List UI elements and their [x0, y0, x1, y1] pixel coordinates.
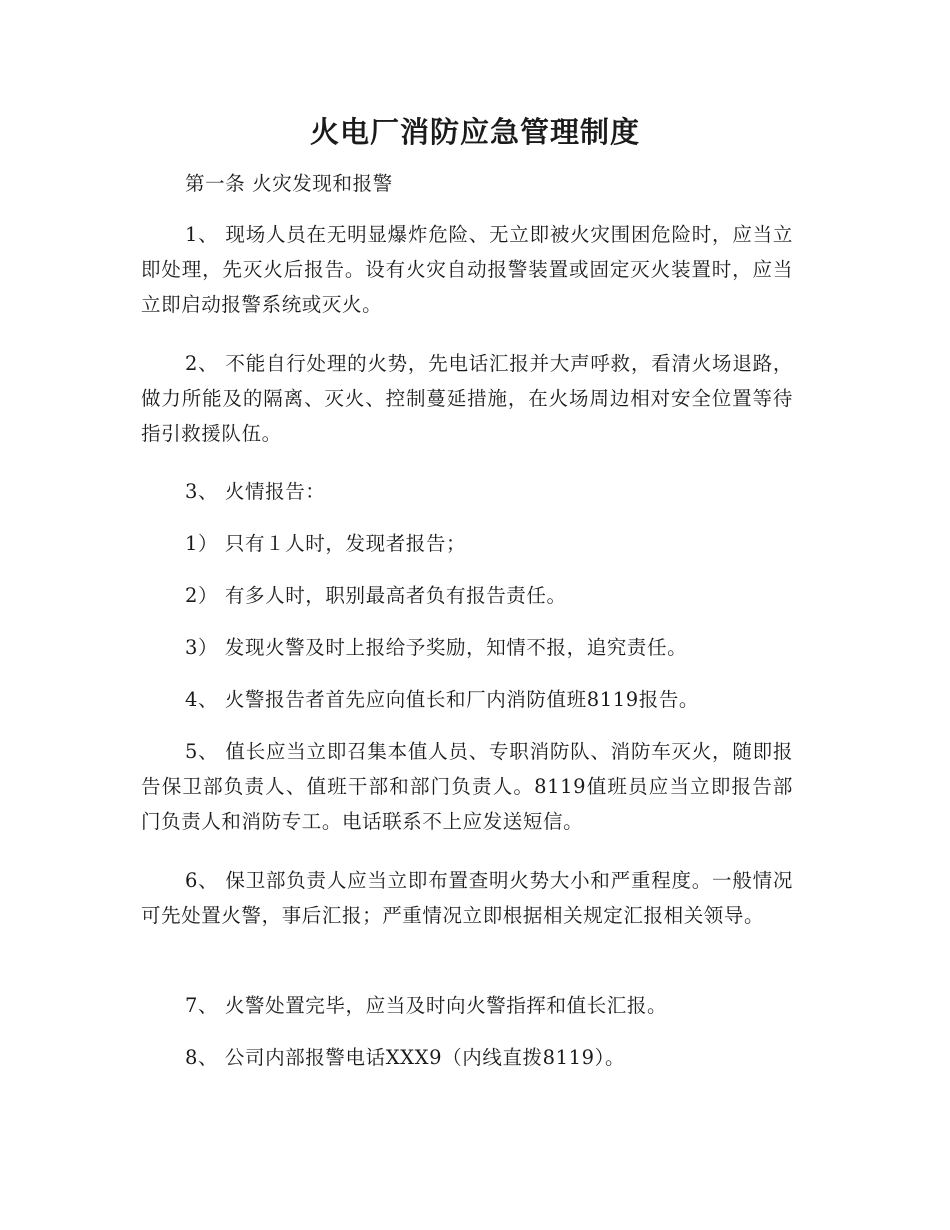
- sub-item-2: 2） 有多人时，职别最高者负有报告责任。: [185, 584, 567, 607]
- paragraph-item-8: 8、 公司内部报警电话XXX9（内线直拨8119）。: [185, 1046, 626, 1069]
- paragraph-item-3: 3、 火情报告：: [185, 480, 326, 503]
- paragraph-item-4: 4、 火警报告者首先应向值长和厂内消防值班8119报告。: [185, 688, 700, 711]
- paragraph-item-6: 6、 保卫部负责人应当立即布置查明火势大小和严重程度。一般情况可先处置火警，事后汇报；严重情况立即根据相关规定汇报相关领导。: [141, 869, 793, 927]
- document-title: 火电厂消防应急管理制度: [309, 115, 640, 149]
- article-heading: 第一条 火灾发现和报警: [185, 172, 393, 195]
- paragraph-item-7: 7、 火警处置完毕，应当及时向火警指挥和值长汇报。: [185, 994, 668, 1017]
- paragraph-item-1: 1、 现场人员在无明显爆炸危险、无立即被火灾围困危险时，应当立即处理，先灭火后报告。设有火灾自动报警装置或固定灭火装置时，应当立即启动报警系统或灭火。: [141, 223, 793, 316]
- sub-item-1: 1） 只有１人时，发现者报告；: [185, 532, 467, 555]
- paragraph-item-2: 2、 不能自行处理的火势，先电话汇报并大声呼救，看清火场退路，做力所能及的隔离、灭火、控制蔓延措施，在火场周边相对安全位置等待指引救援队伍。: [141, 352, 793, 445]
- sub-item-3: 3） 发现火警及时上报给予奖励，知情不报，追究责任。: [185, 636, 688, 659]
- paragraph-item-5: 5、 值长应当立即召集本值人员、专职消防队、消防车灭火，随即报告保卫部负责人、值班干部和部门负责人。8119值班员应当立即报告部门负责人和消防专工。电话联系不上应发送短信。: [141, 740, 793, 833]
